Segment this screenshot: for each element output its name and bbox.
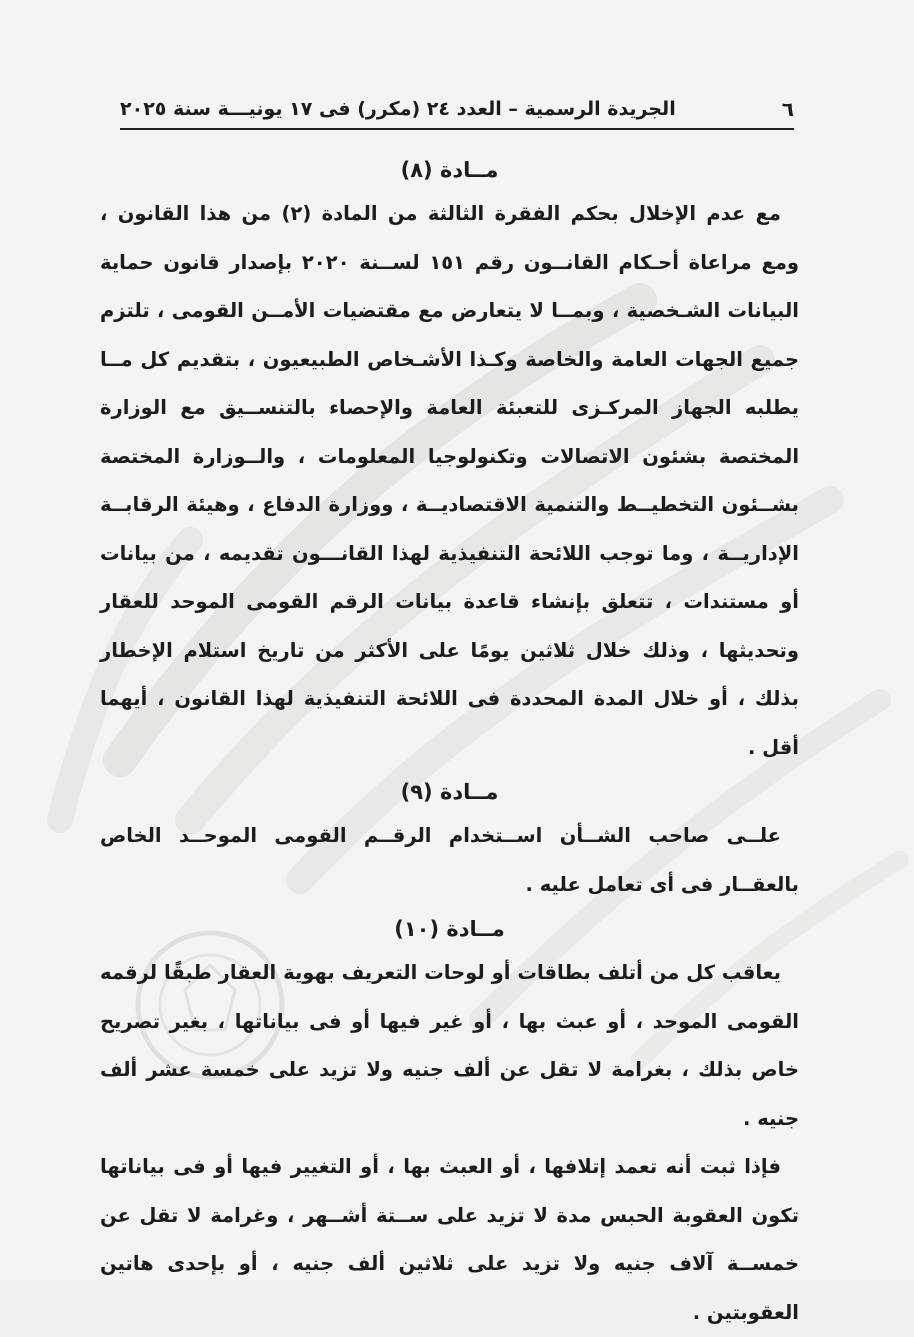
- article-title: مــادة (١٠): [394, 917, 505, 941]
- article-8: [100, 150, 799, 772]
- article-title: مــادة (٨): [400, 158, 499, 182]
- article-title: مــادة (٩): [400, 780, 499, 804]
- article-10: [100, 909, 799, 1337]
- article-paragraph: علــى صاحب الشــأن اســتخدام الرقــم القومى الموحــد الخاص بالعقــار فى أى تعامل عليه .: [100, 824, 799, 896]
- page-header: [120, 90, 794, 130]
- document-body: [100, 150, 799, 1337]
- article-paragraph: مع عدم الإخلال بحكم الفقرة الثالثة من المادة (٢) من هذا القانون ، ومع مراعاة أحـكام القانــون رقم ١٥١ لســنة ٢٠٢٠ بإصدار قانون حماية البيانات الشـخصية ، وبمــا لا يتعارض مع مقتضيات الأمــن القومى ، تلتزم جميع الجهات العامة والخاصة وكـذا الأشـخاص الطبيعيون ، بتقديم كل مــا يطلبه الجهاز المركـزى للتعبئة العامة والإحصاء بالتنســيق مع الوزارة المختصة بشئون الاتصالات وتكنولوجيا المعلومات ، والــوزارة المختصة بشــئون التخطيــط والتنمية الاقتصاديــة ، ووزارة الدفاع ، وهيئة الرقابــة الإداريــة ، وما توجب اللائحة التنفيذية لهذا القانـــون تقديمه ، من بيانات أو مستندات ، تتعلق بإنشاء قاعدة بيانات الرقم القومى الموحد للعقار وتحديثها ، وذلك خلال ثلاثين يومًا على الأكثر من تاريخ استلام الإخطار بذلك ، أو خلال المدة المحددة فى اللائحة التنفيذية لهذا القانون ، أيهما أقل .: [100, 202, 800, 759]
- article-9: [100, 772, 799, 909]
- publication-title: الجريدة الرسمية – العدد ٢٤ (مكرر) فى ١٧ يونيـــة سنة ٢٠٢٥: [120, 98, 676, 120]
- article-paragraph: يعاقب كل من أتلف بطاقات أو لوحات التعريف بهوية العقار طبقًا لرقمه القومى الموحد ، أو عبث بها ، أو غير فيها أو فى بياناتها ، بغير تصريح خاص بذلك ، بغرامة لا تقل عن ألف جنيه ولا تزيد على خمسة عشر ألف جنيه .: [100, 961, 799, 1130]
- page-number: ٦: [781, 97, 794, 121]
- article-paragraph: فإذا ثبت أنه تعمد إتلافها ، أو العبث بها ، أو التغيير فيها أو فى بياناتها تكون العقوبة الحبس مدة لا تزيد على ســتة أشــهر ، وغرامة لا تقل عن خمســة آلاف جنيه ولا تزيد على ثلاثين ألف جنيه ، أو بإحدى هاتين العقوبتين .: [100, 1155, 799, 1324]
